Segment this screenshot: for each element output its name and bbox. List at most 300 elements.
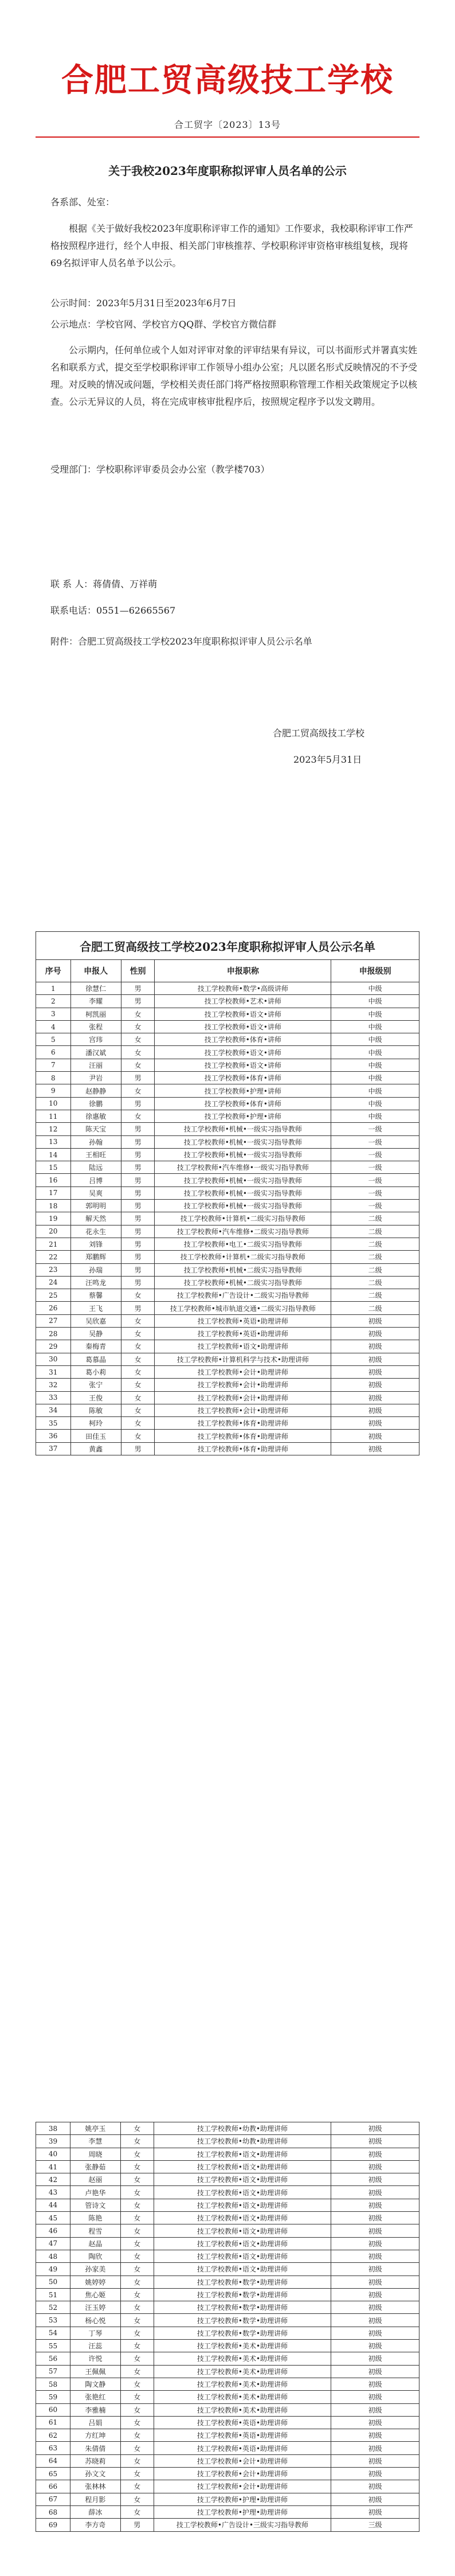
row-applicant: 徐惠敏 — [70, 1110, 121, 1122]
row-gender: 女 — [120, 2224, 154, 2237]
row-index: 10 — [36, 1097, 71, 1110]
notice-place: 公示地点：学校官网、学校官方QQ群、学校官方微信群 — [50, 319, 277, 330]
row-gender: 女 — [121, 1379, 155, 1391]
row-index: 56 — [36, 2352, 70, 2365]
row-index: 47 — [36, 2237, 70, 2250]
row-applicant: 汪玉婷 — [70, 2301, 120, 2314]
row-index: 13 — [36, 1135, 71, 1148]
row-gender: 男 — [121, 1174, 155, 1186]
row-gender: 女 — [121, 1340, 155, 1353]
row-title: 技工学校教师•幼教•助理讲师 — [154, 2122, 331, 2135]
row-level: 初级 — [331, 1430, 419, 1442]
row-applicant: 陈艳 — [70, 2212, 120, 2224]
row-title: 技工学校教师•机械•二级实习指导教师 — [155, 1276, 331, 1289]
row-index: 23 — [36, 1263, 71, 1276]
row-gender: 女 — [120, 2301, 154, 2314]
row-index: 65 — [36, 2468, 70, 2480]
row-title: 技工学校教师•美术•助理讲师 — [154, 2403, 331, 2416]
row-level: 初级 — [331, 2442, 419, 2454]
notice-title: 关于我校2023年度职称拟评审人员名单的公示 — [108, 164, 347, 178]
row-gender: 男 — [121, 1148, 155, 1161]
row-applicant: 吕娟 — [70, 2416, 120, 2429]
row-title: 技工学校教师•美术•助理讲师 — [154, 2391, 331, 2403]
row-index: 8 — [36, 1072, 71, 1084]
header-title: 申报职称 — [155, 960, 331, 982]
row-gender: 女 — [120, 2352, 154, 2365]
row-level: 初级 — [331, 2378, 419, 2390]
row-title: 技工学校教师•数学•助理讲师 — [154, 2301, 331, 2314]
row-applicant: 李耀 — [70, 995, 121, 1008]
row-title: 技工学校教师•数学•助理讲师 — [154, 2276, 331, 2288]
row-gender: 女 — [120, 2276, 154, 2288]
row-index: 14 — [36, 1148, 71, 1161]
row-applicant: 许悦 — [70, 2352, 120, 2365]
row-gender: 女 — [120, 2493, 154, 2505]
row-title: 技工学校教师•会计•助理讲师 — [154, 2468, 331, 2480]
table-row — [36, 2288, 419, 2301]
row-index: 68 — [36, 2505, 70, 2518]
row-gender: 女 — [120, 2160, 154, 2173]
row-gender: 女 — [121, 1328, 155, 1340]
row-applicant: 陈敏 — [70, 1404, 121, 1416]
row-title: 技工学校教师•语文•讲师 — [155, 1020, 331, 1033]
table-row — [36, 1174, 419, 1186]
row-title: 技工学校教师•语文•助理讲师 — [154, 2199, 331, 2211]
row-level: 一级 — [331, 1161, 419, 1174]
table-row — [36, 2391, 419, 2403]
row-applicant: 周晓 — [70, 2148, 120, 2160]
row-applicant: 葛慕晶 — [70, 1353, 121, 1365]
row-title: 技工学校教师•美术•助理讲师 — [154, 2352, 331, 2365]
row-applicant: 汪鸣龙 — [70, 1276, 121, 1289]
row-index: 35 — [36, 1417, 71, 1430]
row-title: 技工学校教师•语文•讲师 — [155, 1046, 331, 1059]
table-row — [36, 1186, 419, 1199]
row-title: 技工学校教师•体育•讲师 — [155, 1072, 331, 1084]
candidate-table-part-1 — [36, 931, 419, 1455]
row-index: 53 — [36, 2314, 70, 2327]
row-title: 技工学校教师•美术•助理讲师 — [154, 2340, 331, 2352]
table-row — [36, 2173, 419, 2186]
row-gender: 男 — [121, 1097, 155, 1110]
table-row — [36, 2480, 419, 2493]
row-applicant: 张林林 — [70, 2480, 120, 2493]
row-level: 初级 — [331, 2173, 419, 2186]
row-title: 技工学校教师•计算机•二级实习指导教师 — [155, 1251, 331, 1263]
row-applicant: 宫玮 — [70, 1033, 121, 1046]
row-gender: 男 — [121, 1212, 155, 1225]
row-gender: 男 — [121, 1161, 155, 1174]
table-row — [36, 2468, 419, 2480]
table-row — [36, 1148, 419, 1161]
row-index: 50 — [36, 2276, 70, 2288]
row-title: 技工学校教师•机械•一级实习指导教师 — [155, 1200, 331, 1212]
table-row — [36, 1314, 419, 1327]
table-row — [36, 2160, 419, 2173]
table-row — [36, 1353, 419, 1365]
row-level: 二级 — [331, 1225, 419, 1238]
row-applicant: 陈天宝 — [70, 1123, 121, 1135]
row-index: 32 — [36, 1379, 71, 1391]
header-level: 申报级别 — [331, 960, 419, 982]
row-title: 技工学校教师•语文•助理讲师 — [154, 2186, 331, 2199]
row-gender: 男 — [121, 995, 155, 1008]
row-gender: 女 — [120, 2237, 154, 2250]
row-level: 一级 — [331, 1186, 419, 1199]
table-row — [36, 1059, 419, 1071]
row-title: 技工学校教师•语文•助理讲师 — [155, 1340, 331, 1353]
row-title: 技工学校教师•数学•助理讲师 — [154, 2314, 331, 2327]
row-title: 技工学校教师•英语•助理讲师 — [154, 2416, 331, 2429]
row-applicant: 潘汉斌 — [70, 1046, 121, 1059]
row-level: 初级 — [331, 2416, 419, 2429]
row-gender: 男 — [121, 1123, 155, 1135]
row-index: 38 — [36, 2122, 70, 2135]
row-level: 中级 — [331, 1110, 419, 1122]
row-applicant: 姚婷婷 — [70, 2276, 120, 2288]
table-row — [36, 1110, 419, 1122]
table-row — [36, 2237, 419, 2250]
row-gender: 男 — [121, 1276, 155, 1289]
row-gender: 女 — [120, 2122, 154, 2135]
row-gender: 女 — [120, 2365, 154, 2378]
row-level: 初级 — [331, 1442, 419, 1455]
row-title: 技工学校教师•语文•助理讲师 — [154, 2160, 331, 2173]
table-row — [36, 1123, 419, 1135]
row-index: 45 — [36, 2212, 70, 2224]
table-row — [36, 2416, 419, 2429]
row-title: 技工学校教师•会计•助理讲师 — [154, 2480, 331, 2493]
table-row — [36, 2301, 419, 2314]
row-applicant: 卢艳华 — [70, 2186, 120, 2199]
table-row — [36, 1328, 419, 1340]
row-applicant: 柯玲 — [70, 1417, 121, 1430]
row-applicant: 吴爽 — [70, 1186, 121, 1199]
row-gender: 女 — [121, 1430, 155, 1442]
row-applicant: 朱倩倩 — [70, 2442, 120, 2454]
row-level: 中级 — [331, 1059, 419, 1071]
row-index: 5 — [36, 1033, 71, 1046]
row-applicant: 焦心姬 — [70, 2288, 120, 2301]
table-row — [36, 1046, 419, 1059]
row-index: 16 — [36, 1174, 71, 1186]
table-row — [36, 1263, 419, 1276]
row-applicant: 陶欣 — [70, 2250, 120, 2262]
row-title: 技工学校教师•会计•助理讲师 — [155, 1379, 331, 1391]
row-applicant: 吴静 — [70, 1328, 121, 1340]
row-title: 技工学校教师•机械•一级实习指导教师 — [155, 1174, 331, 1186]
row-applicant: 徐鹏 — [70, 1097, 121, 1110]
row-gender: 女 — [120, 2327, 154, 2339]
row-gender: 女 — [120, 2454, 154, 2467]
row-level: 初级 — [331, 1365, 419, 1378]
row-level: 中级 — [331, 1084, 419, 1097]
row-level: 一级 — [331, 1148, 419, 1161]
row-title: 技工学校教师•美术•助理讲师 — [154, 2365, 331, 2378]
row-level: 初级 — [331, 2288, 419, 2301]
row-index: 46 — [36, 2224, 70, 2237]
row-gender: 男 — [121, 1251, 155, 1263]
row-index: 60 — [36, 2403, 70, 2416]
table-row — [36, 2314, 419, 2327]
row-title: 技工学校教师•体育•助理讲师 — [155, 1430, 331, 1442]
notice-paragraph-2: 公示期内，任何单位或个人如对评审对象的评审结果有异议，可以书面形式并署真实姓名和联系方式，提交至学校职称评审工作领导小组办公室；凡以匿名形式反映情况的不予受理。对反映的情况或问题，学校相关责任部门将严格按照职称管理工作相关政策规定予以核查。公示无异议的人员，将在完成审核审批程序后，按照规定程序予以发文聘用。 — [50, 345, 418, 407]
row-applicant: 薛冰 — [70, 2505, 120, 2518]
row-index: 2 — [36, 995, 71, 1008]
table-row — [36, 2519, 419, 2531]
row-level: 初级 — [331, 2327, 419, 2339]
table-row — [36, 2493, 419, 2505]
row-index: 9 — [36, 1084, 71, 1097]
row-title: 技工学校教师•体育•讲师 — [155, 1097, 331, 1110]
row-index: 66 — [36, 2480, 70, 2493]
row-applicant: 王佩佩 — [70, 2365, 120, 2378]
row-index: 42 — [36, 2173, 70, 2186]
table-row — [36, 1033, 419, 1046]
row-title: 技工学校教师•会计•助理讲师 — [154, 2454, 331, 2467]
row-title: 技工学校教师•英语•助理讲师 — [154, 2429, 331, 2442]
document-number: 合工贸字〔2023〕13号 — [174, 119, 281, 130]
row-title: 技工学校教师•数学•助理讲师 — [154, 2288, 331, 2301]
table-title: 合肥工贸高级技工学校2023年度职称拟评审人员公示名单 — [36, 932, 419, 960]
row-title: 技工学校教师•会计•助理讲师 — [155, 1365, 331, 1378]
row-applicant: 吴欣嘉 — [70, 1314, 121, 1327]
header-gender: 性别 — [121, 960, 155, 982]
row-index: 48 — [36, 2250, 70, 2262]
table-row — [36, 1404, 419, 1416]
row-level: 初级 — [331, 2250, 419, 2262]
row-gender: 女 — [120, 2505, 154, 2518]
table-row — [36, 1161, 419, 1174]
row-title: 技工学校教师•广告设计•三级实习指导教师 — [154, 2519, 331, 2531]
row-gender: 女 — [121, 1417, 155, 1430]
row-applicant: 蔡馨 — [70, 1289, 121, 1302]
table-row — [36, 1379, 419, 1391]
table-row — [36, 2454, 419, 2467]
row-level: 二级 — [331, 1212, 419, 1225]
row-applicant: 李方奇 — [70, 2519, 120, 2531]
row-applicant: 程月影 — [70, 2493, 120, 2505]
row-gender: 女 — [120, 2468, 154, 2480]
row-title: 技工学校教师•英语•助理讲师 — [155, 1328, 331, 1340]
table-row — [36, 1097, 419, 1110]
row-index: 29 — [36, 1340, 71, 1353]
row-applicant: 张程 — [70, 1020, 121, 1033]
row-gender: 女 — [121, 1033, 155, 1046]
row-applicant: 汪蕊 — [70, 2340, 120, 2352]
row-applicant: 方红坤 — [70, 2429, 120, 2442]
row-gender: 女 — [120, 2314, 154, 2327]
row-gender: 女 — [120, 2135, 154, 2148]
row-title: 技工学校教师•语文•讲师 — [155, 1059, 331, 1071]
row-index: 34 — [36, 1404, 71, 1416]
row-level: 二级 — [331, 1251, 419, 1263]
row-index: 25 — [36, 1289, 71, 1302]
row-applicant: 丁琴 — [70, 2327, 120, 2339]
row-level: 初级 — [331, 2135, 419, 2148]
table-row — [36, 2212, 419, 2224]
table-row — [36, 2250, 419, 2262]
row-level: 初级 — [331, 2301, 419, 2314]
row-applicant: 王飞 — [70, 1302, 121, 1314]
row-gender: 女 — [121, 1084, 155, 1097]
row-gender: 女 — [120, 2263, 154, 2276]
row-index: 4 — [36, 1020, 71, 1033]
row-index: 44 — [36, 2199, 70, 2211]
row-index: 12 — [36, 1123, 71, 1135]
row-index: 31 — [36, 1365, 71, 1378]
row-title: 技工学校教师•数学•助理讲师 — [154, 2327, 331, 2339]
row-applicant: 陆远 — [70, 1161, 121, 1174]
row-title: 技工学校教师•机械•一级实习指导教师 — [155, 1186, 331, 1199]
table-row — [36, 2429, 419, 2442]
table-row — [36, 1251, 419, 1263]
row-gender: 女 — [121, 1365, 155, 1378]
table-row — [36, 1340, 419, 1353]
table-header-row — [36, 960, 419, 982]
row-index: 15 — [36, 1161, 71, 1174]
row-title: 技工学校教师•体育•助理讲师 — [155, 1417, 331, 1430]
row-index: 51 — [36, 2288, 70, 2301]
row-level: 初级 — [331, 2403, 419, 2416]
row-applicant: 刘锋 — [70, 1238, 121, 1250]
row-level: 初级 — [331, 2122, 419, 2135]
row-title: 技工学校教师•语文•助理讲师 — [154, 2237, 331, 2250]
row-title: 技工学校教师•机械•一级实习指导教师 — [155, 1148, 331, 1161]
row-level: 初级 — [331, 2468, 419, 2480]
row-gender: 男 — [121, 1200, 155, 1212]
row-level: 初级 — [331, 2212, 419, 2224]
row-title: 技工学校教师•汽车维修•二级实习指导教师 — [155, 1225, 331, 1238]
table-row — [36, 2148, 419, 2160]
row-title: 技工学校教师•会计•助理讲师 — [155, 1404, 331, 1416]
row-title: 技工学校教师•机械•一级实习指导教师 — [155, 1123, 331, 1135]
table-row — [36, 2263, 419, 2276]
row-gender: 女 — [120, 2403, 154, 2416]
table-row — [36, 1442, 419, 1455]
row-applicant: 吕博 — [70, 1174, 121, 1186]
row-applicant: 秦梅青 — [70, 1340, 121, 1353]
row-gender: 女 — [121, 1353, 155, 1365]
table-row — [36, 2135, 419, 2148]
row-title: 技工学校教师•电工•二级实习指导教师 — [155, 1238, 331, 1250]
row-title: 技工学校教师•幼教•助理讲师 — [154, 2135, 331, 2148]
row-level: 初级 — [331, 1340, 419, 1353]
table-row — [36, 982, 419, 995]
row-title: 技工学校教师•语文•助理讲师 — [154, 2148, 331, 2160]
row-title: 技工学校教师•英语•助理讲师 — [154, 2442, 331, 2454]
row-title: 技工学校教师•语文•助理讲师 — [154, 2250, 331, 2262]
row-gender: 男 — [121, 1442, 155, 1455]
table-row — [36, 1289, 419, 1302]
row-index: 43 — [36, 2186, 70, 2199]
row-applicant: 郭明明 — [70, 1200, 121, 1212]
row-index: 17 — [36, 1186, 71, 1199]
table-row — [36, 1391, 419, 1404]
row-level: 初级 — [331, 2160, 419, 2173]
row-title: 技工学校教师•语文•助理讲师 — [154, 2173, 331, 2186]
table-row — [36, 2122, 419, 2135]
row-gender: 女 — [120, 2442, 154, 2454]
header-applicant: 申报人 — [70, 960, 121, 982]
row-level: 一级 — [331, 1135, 419, 1148]
row-gender: 男 — [121, 1072, 155, 1084]
row-index: 52 — [36, 2301, 70, 2314]
row-title: 技工学校教师•语文•助理讲师 — [154, 2212, 331, 2224]
row-level: 中级 — [331, 1072, 419, 1084]
table-row — [36, 2378, 419, 2390]
row-level: 初级 — [331, 2480, 419, 2493]
row-index: 36 — [36, 1430, 71, 1442]
row-applicant: 张静茹 — [70, 2160, 120, 2173]
row-applicant: 陶文静 — [70, 2378, 120, 2390]
row-index: 57 — [36, 2365, 70, 2378]
row-level: 初级 — [331, 1391, 419, 1404]
row-title: 技工学校教师•语文•助理讲师 — [154, 2263, 331, 2276]
row-index: 41 — [36, 2160, 70, 2173]
row-gender: 女 — [121, 1020, 155, 1033]
table-row — [36, 2224, 419, 2237]
row-gender: 女 — [121, 1314, 155, 1327]
row-index: 7 — [36, 1059, 71, 1071]
row-index: 59 — [36, 2391, 70, 2403]
row-gender: 女 — [120, 2429, 154, 2442]
row-index: 3 — [36, 1008, 71, 1020]
table-row — [36, 1008, 419, 1020]
row-index: 63 — [36, 2442, 70, 2454]
row-level: 一级 — [331, 1174, 419, 1186]
row-gender: 女 — [120, 2250, 154, 2262]
row-title: 技工学校教师•机械•二级实习指导教师 — [155, 1263, 331, 1276]
row-level: 二级 — [331, 1263, 419, 1276]
notice-paragraph-1: 根据《关于做好我校2023年度职称评审工作的通知》工作要求，我校职称评审工作严格按照程序进行，经个人申报、相关部门审核推荐、学校职称评审资格审核组复核，现将69名拟评审人员名单予以公示。 — [50, 223, 413, 268]
salutation: 各系部、处室： — [50, 197, 115, 208]
row-gender: 男 — [120, 2519, 154, 2531]
row-applicant: 程雪 — [70, 2224, 120, 2237]
table-row — [36, 995, 419, 1008]
table-row — [36, 1365, 419, 1378]
row-gender: 女 — [120, 2480, 154, 2493]
table-row — [36, 2505, 419, 2518]
row-level: 初级 — [331, 2391, 419, 2403]
signature-date: 2023年5月31日 — [293, 754, 362, 765]
row-applicant: 赵静静 — [70, 1084, 121, 1097]
attachment-note: 附件：合肥工贸高级技工学校2023年度职称拟评审人员公示名单 — [50, 636, 312, 647]
row-gender: 女 — [120, 2186, 154, 2199]
row-title: 技工学校教师•护理•讲师 — [155, 1084, 331, 1097]
row-title: 技工学校教师•体育•助理讲师 — [155, 1442, 331, 1455]
row-applicant: 葛小莉 — [70, 1365, 121, 1378]
row-gender: 男 — [121, 1263, 155, 1276]
row-index: 28 — [36, 1328, 71, 1340]
row-level: 中级 — [331, 1033, 419, 1046]
table-row — [36, 1212, 419, 1225]
school-header-title: 合肥工贸高级技工学校 — [61, 62, 394, 99]
table-row — [36, 2403, 419, 2416]
notice-period: 公示时间：2023年5月31日至2023年6月7日 — [50, 298, 237, 309]
row-applicant: 花永生 — [70, 1225, 121, 1238]
row-gender: 女 — [120, 2199, 154, 2211]
table-row — [36, 1072, 419, 1084]
row-title: 技工学校教师•护理•助理讲师 — [154, 2505, 331, 2518]
row-level: 二级 — [331, 1238, 419, 1250]
row-index: 33 — [36, 1391, 71, 1404]
row-index: 54 — [36, 2327, 70, 2339]
row-level: 初级 — [331, 2454, 419, 2467]
row-title: 技工学校教师•计算机科学与技术•助理讲师 — [155, 1353, 331, 1365]
row-applicant: 李雅楠 — [70, 2403, 120, 2416]
row-level: 初级 — [331, 2224, 419, 2237]
